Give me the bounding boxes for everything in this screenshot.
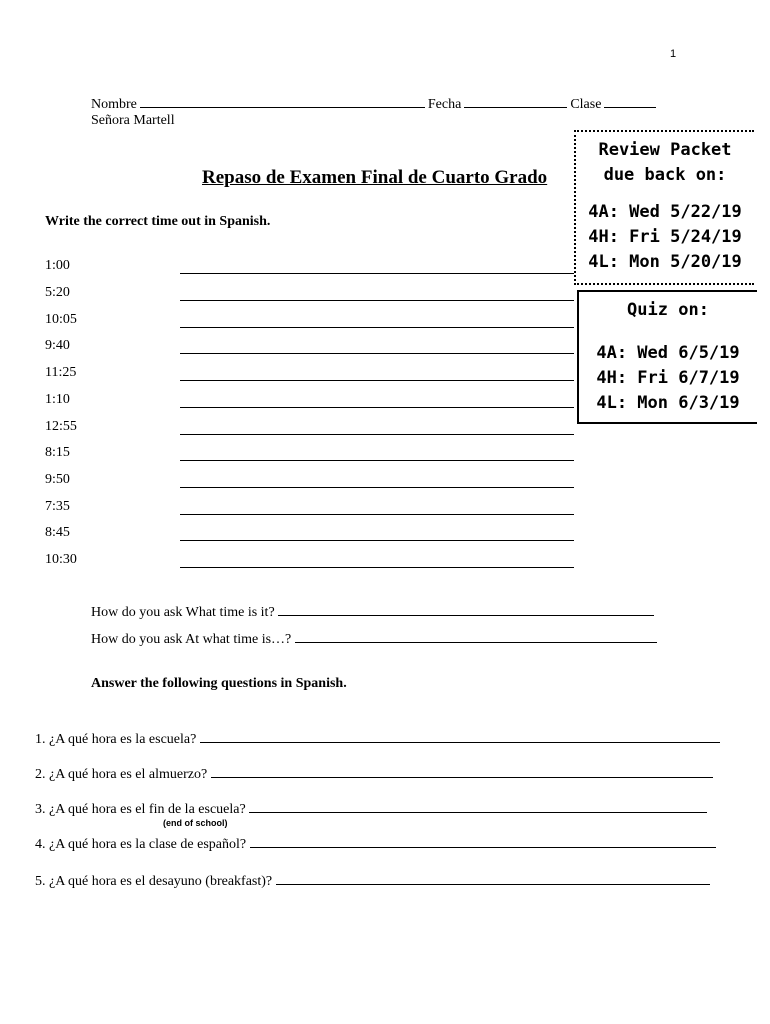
question-text: 1. ¿A qué hora es la escuela? <box>35 732 197 747</box>
question-text: 3. ¿A qué hora es el fin de la escuela? <box>35 802 246 817</box>
question-1 <box>35 730 720 748</box>
answer-line[interactable] <box>180 487 574 488</box>
quiz-heading: Quiz on: <box>627 300 709 320</box>
answer-line[interactable] <box>180 460 574 461</box>
teacher-name: Señora Martell <box>91 113 175 128</box>
answer-line[interactable] <box>295 630 657 643</box>
quiz-box <box>577 290 757 424</box>
quiz-date-4a: 4A: Wed 6/5/19 <box>596 343 740 363</box>
time-label: 10:05 <box>45 312 77 327</box>
answer-line[interactable] <box>180 300 574 301</box>
answer-line[interactable] <box>180 567 574 568</box>
answer-line[interactable] <box>180 273 574 274</box>
answer-line[interactable] <box>180 514 574 515</box>
question-text: 2. ¿A qué hora es el almuerzo? <box>35 767 208 782</box>
answer-line[interactable] <box>180 434 574 435</box>
review-packet-box <box>574 130 754 285</box>
nombre-blank[interactable] <box>140 95 425 108</box>
time-label: 11:25 <box>45 365 77 380</box>
answer-line[interactable] <box>278 603 654 616</box>
clase-blank[interactable] <box>604 95 656 108</box>
answer-line[interactable] <box>180 540 574 541</box>
nombre-label: Nombre <box>91 97 137 112</box>
time-label: 8:15 <box>45 445 70 460</box>
quiz-date-4h: 4H: Fri 6/7/19 <box>596 368 740 388</box>
page-title: Repaso de Examen Final de Cuarto Grado <box>202 167 548 188</box>
review-date-4l: 4L: Mon 5/20/19 <box>588 252 742 272</box>
time-label: 8:45 <box>45 525 70 540</box>
time-label: 7:35 <box>45 499 70 514</box>
time-label: 10:30 <box>45 552 77 567</box>
time-label: 12:55 <box>45 419 77 434</box>
question-text: 4. ¿A qué hora es la clase de español? <box>35 837 247 852</box>
answer-line[interactable] <box>249 800 707 813</box>
review-date-4h: 4H: Fri 5/24/19 <box>588 227 742 247</box>
time-label: 1:10 <box>45 392 70 407</box>
question-2 <box>35 765 713 783</box>
fecha-blank[interactable] <box>464 95 567 108</box>
answer-instructions: Answer the following questions in Spanish. <box>91 676 347 691</box>
end-of-school-note: (end of school) <box>163 818 228 828</box>
clase-label: Clase <box>570 97 602 112</box>
answer-line[interactable] <box>250 835 716 848</box>
ask-question-text: How do you ask At what time is…? <box>91 632 292 647</box>
review-line-1: Review Packet <box>598 140 732 160</box>
answer-line[interactable] <box>180 327 574 328</box>
question-4 <box>35 835 716 853</box>
time-label: 1:00 <box>45 258 70 273</box>
quiz-date-4l: 4L: Mon 6/3/19 <box>596 393 740 413</box>
time-label: 5:20 <box>45 285 70 300</box>
ask-question-2 <box>91 630 657 648</box>
question-5 <box>35 872 710 890</box>
review-date-4a: 4A: Wed 5/22/19 <box>588 202 742 222</box>
question-3 <box>35 800 707 818</box>
answer-line[interactable] <box>180 380 574 381</box>
question-text: 5. ¿A qué hora es el desayuno (breakfast)? <box>35 874 273 889</box>
review-line-2: due back on: <box>603 165 727 185</box>
ask-question-1 <box>91 603 654 621</box>
header-line <box>91 95 659 113</box>
answer-line[interactable] <box>180 353 574 354</box>
answer-line[interactable] <box>276 872 710 885</box>
answer-line[interactable] <box>211 765 713 778</box>
time-instructions: Write the correct time out in Spanish. <box>45 214 271 229</box>
answer-line[interactable] <box>180 407 574 408</box>
fecha-label: Fecha <box>427 97 462 112</box>
answer-line[interactable] <box>200 730 720 743</box>
time-label: 9:40 <box>45 338 70 353</box>
time-label: 9:50 <box>45 472 70 487</box>
ask-question-text: How do you ask What time is it? <box>91 605 275 620</box>
page-number: 1 <box>670 48 677 60</box>
